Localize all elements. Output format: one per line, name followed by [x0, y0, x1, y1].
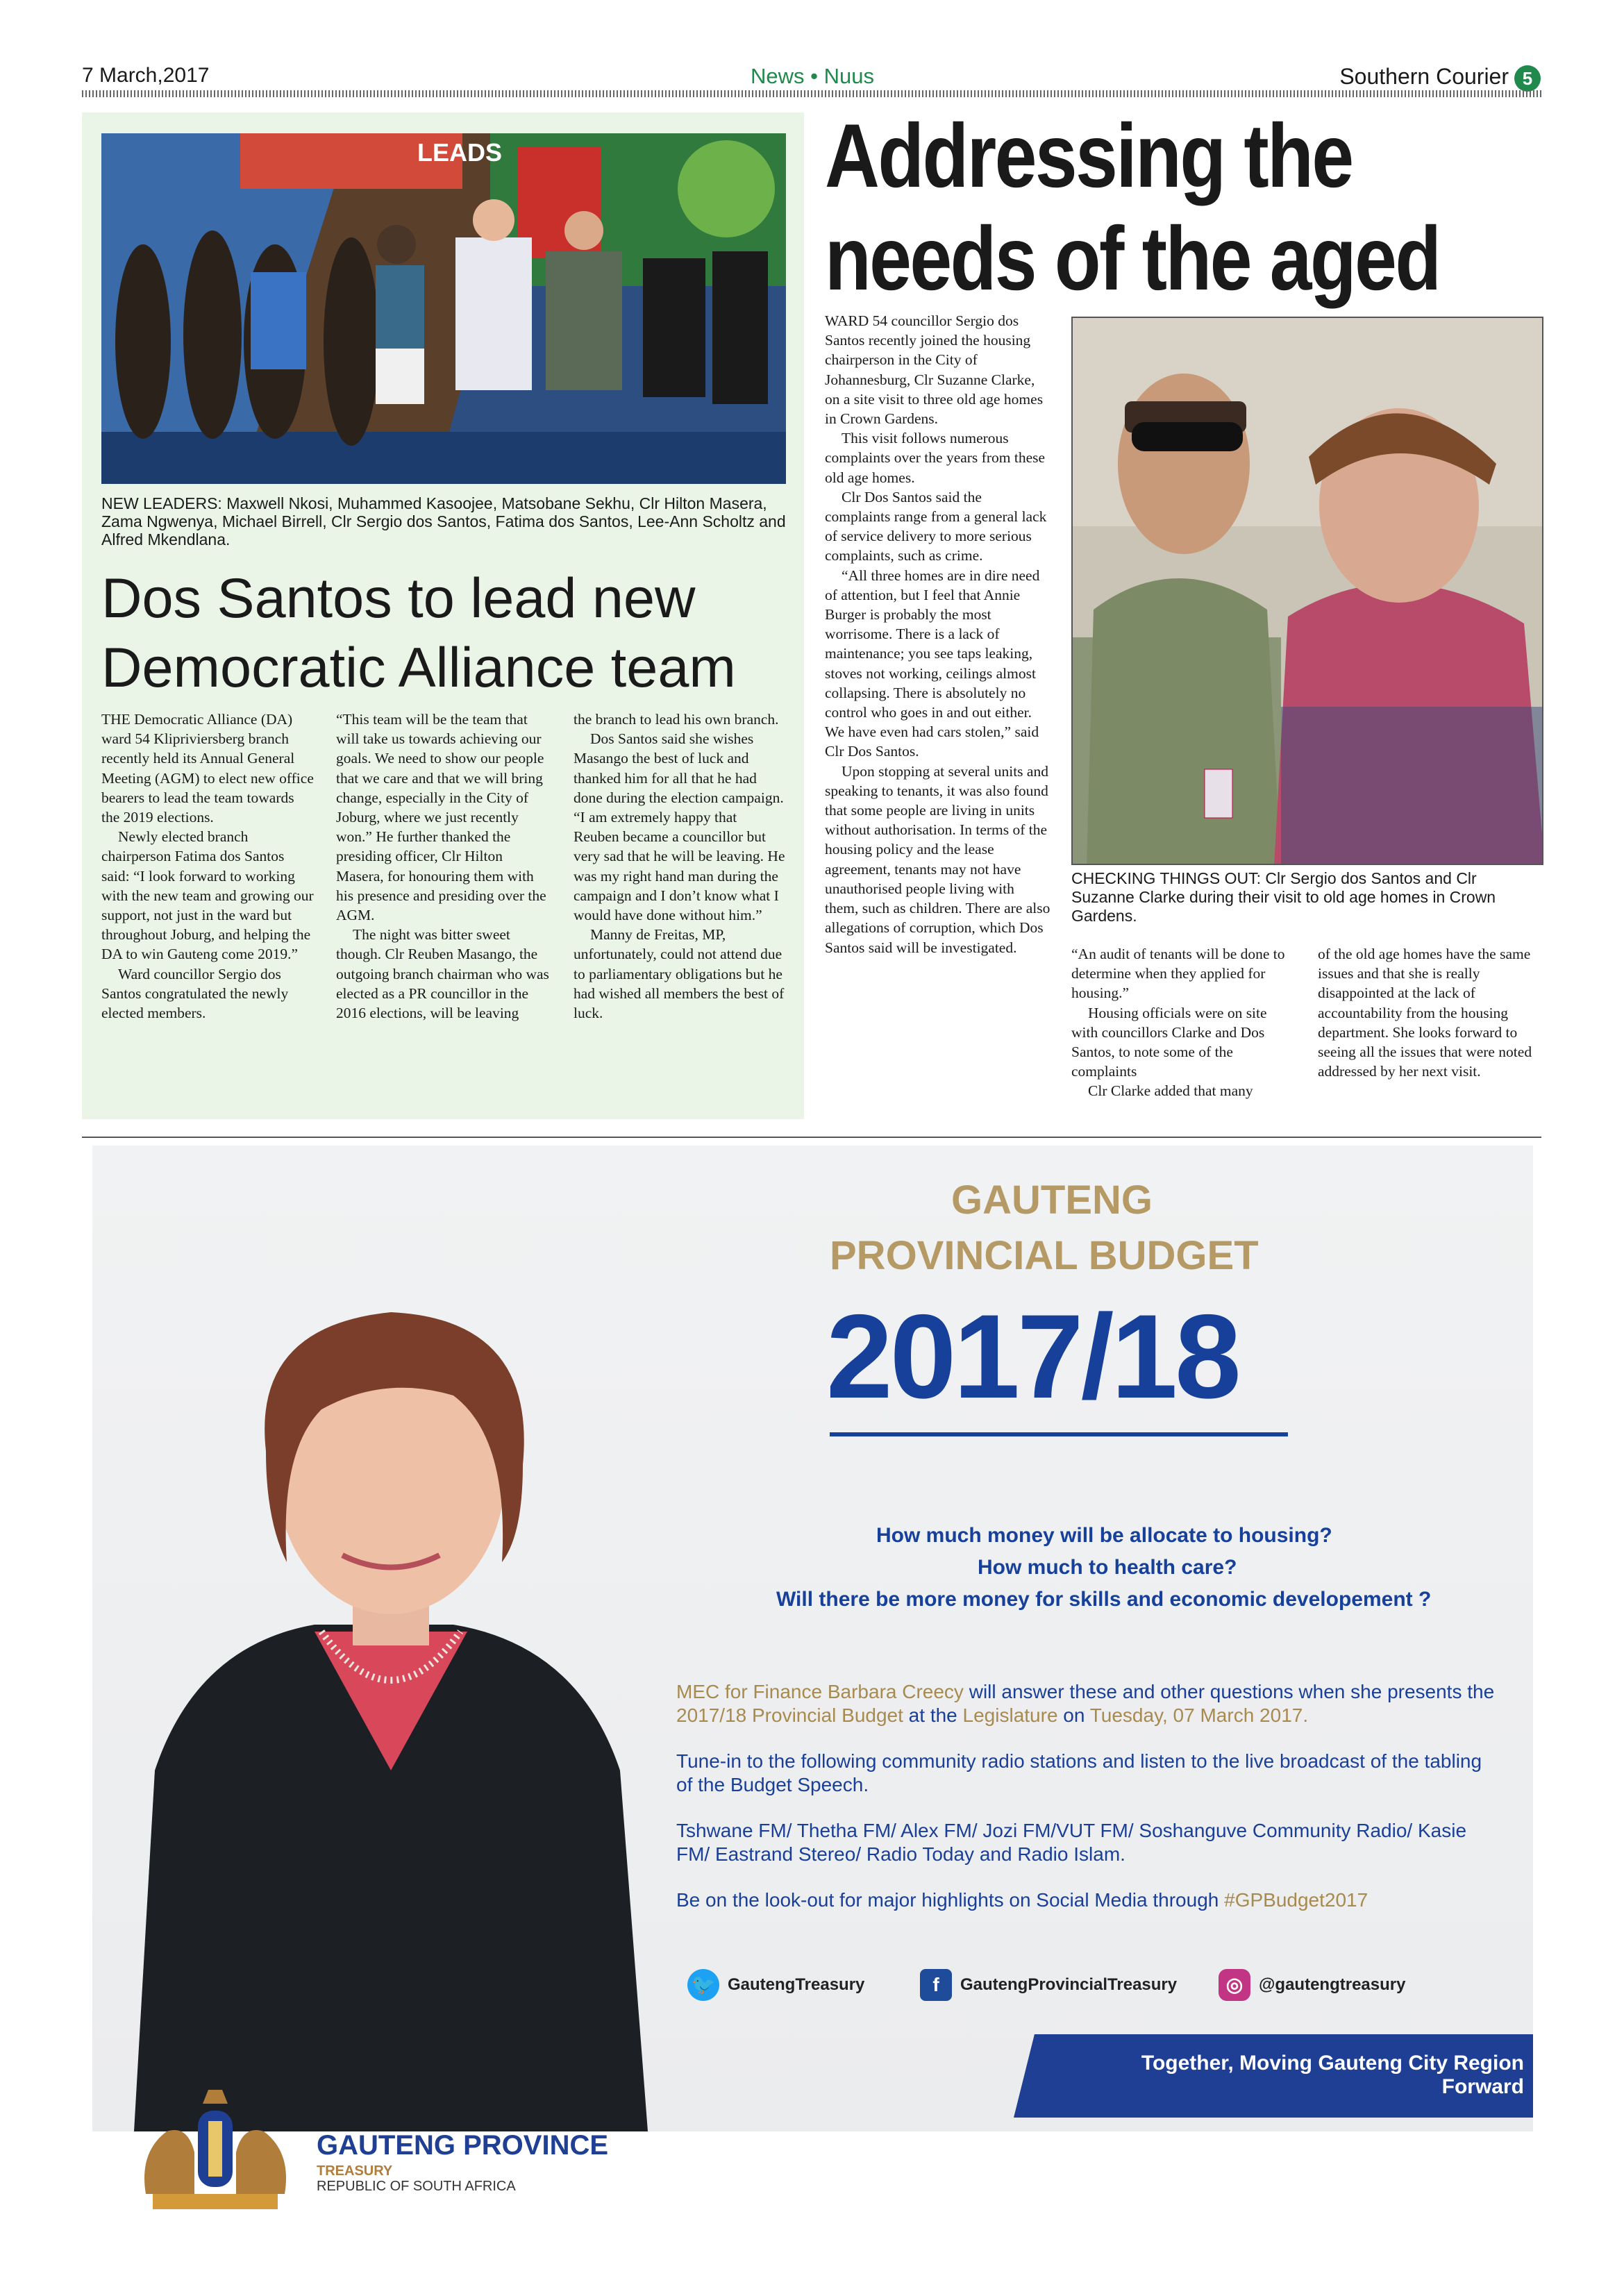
paragraph: Dos Santos said she wishes Masango the best of luck and thanked him for all that he had done during the election campaign. “I am extremely happy that Reuben became a councillor but very sad that he will be leaving. He was my right hand man during the campaign and I don’t know what I would have done without him.” — [574, 730, 785, 924]
photo-caption: NEW LEADERS: Maxwell Nkosi, Muhammed Kasoojee, Matsobane Sekhu, Clr Hilton Masera, Zama Ngwenya, Michael Birrell, Clr Sergio dos Santos, Fatima dos Santos, Lee-Ann Scholtz and Alfred Mkendlana. — [101, 494, 786, 548]
paragraph: Clr Clarke added that many — [1088, 1082, 1253, 1100]
article-1-headline — [101, 564, 796, 703]
social-twitter[interactable] — [687, 1969, 864, 2001]
article-1-column-1 — [101, 710, 315, 1023]
ad-paragraph-3: Tshwane FM/ Thetha FM/ Alex FM/ Jozi FM/VUT FM/ Soshanguve Community Radio/ Kasie FM/ Eastrand Stereo/ Radio Today and Radio Islam. — [676, 1820, 1467, 1865]
ad-paragraph-2: Tune-in to the following community radio stations and listen to the live broadcast of the tabling of the Budget Speech. — [676, 1750, 1482, 1795]
ad-text: will answer these and other questions when she presents the — [963, 1681, 1495, 1702]
article-2-column-1 — [825, 311, 1050, 957]
photo-caption: CHECKING THINGS OUT: Clr Sergio dos Santos and Clr Suzanne Clarke during their visit to old age homes in Crown Gardens. — [1071, 869, 1496, 925]
paragraph: THE Democratic Alliance (DA) ward 54 Klipriviersberg branch recently held its Annual General Meeting (AGM) to elect new office bearers to lead the team towards the 2019 elections. — [101, 711, 314, 826]
twitter-icon: 🐦 — [687, 1969, 719, 2001]
ad-title-line-1: GAUTENG — [951, 1178, 1153, 1223]
ad-highlight: MEC for Finance Barbara Creecy — [676, 1681, 964, 1702]
ad-title-line-2: PROVINCIAL BUDGET — [830, 1233, 1259, 1278]
article-1-column-3 — [574, 710, 786, 1023]
headline-line: Addressing the — [825, 105, 1353, 206]
paragraph: the branch to lead his own branch. — [574, 711, 779, 728]
article-2-column-2 — [1071, 944, 1295, 1101]
mural-text: LEADS — [417, 138, 503, 167]
paragraph: “An audit of tenants will be done to determine when they applied for housing.” — [1071, 946, 1285, 1002]
slogan-text: Together, Moving Gauteng City Region Forward — [1141, 2052, 1524, 2098]
ad-year-underline — [830, 1432, 1288, 1436]
ad-question: How much money will be allocate to housing? — [876, 1524, 1332, 1547]
ad-highlight: Legislature — [962, 1704, 1058, 1726]
paragraph: Ward councillor Sergio dos Santos congratulated the newly elected members. — [101, 965, 289, 1022]
ad-text: at the — [903, 1704, 963, 1726]
headline-line: Democratic Alliance team — [101, 637, 736, 699]
paragraph: of the old age homes have the same issues and that she is really disappointed at the lack of accountability from the housing department. She looks forward to seeing all the issues that were noted addressed by her next visit. — [1318, 946, 1532, 1080]
headline-line: Dos Santos to lead new — [101, 567, 696, 630]
header-rule — [82, 90, 1541, 97]
publication-name: Southern Courier — [1339, 64, 1509, 89]
social-label: GautengTreasury — [728, 1975, 865, 1994]
instagram-icon: ◎ — [1219, 1969, 1250, 2001]
ad-text: on — [1057, 1704, 1090, 1726]
ad-year: 2017/18 — [826, 1290, 1239, 1423]
ad-hashtag: #GPBudget2017 — [1224, 1889, 1368, 1911]
ad-question: How much to health care? — [978, 1556, 1237, 1579]
section-label: News • Nuus — [751, 64, 874, 88]
article-2-headline — [825, 104, 1443, 310]
article-2-column-3 — [1318, 944, 1541, 1081]
coat-of-arms-logo — [125, 2083, 305, 2215]
ad-question: Will there be more money for skills and economic developement ? — [776, 1588, 1432, 1611]
ad-paragraph-4 — [676, 1888, 1496, 1912]
ad-highlight: Tuesday, 07 March 2017. — [1089, 1704, 1309, 1726]
paragraph: “All three homes are in dire need of attention, but I feel that Annie Burger is probably the most worrisome. There is a lack of maintenance; you see taps leaking, stoves not working, ceilings almost collapsing. There is absolutely no control who goes in and out either. We have even had cars stolen,” said Clr Dos Santos. — [825, 567, 1040, 760]
paragraph: This visit follows numerous complaints over the years from these old age homes. — [825, 430, 1046, 486]
paragraph: Newly elected branch chairperson Fatima dos Santos said: “I look forward to working with the new team and growing our support, not just in the ward but throughout Joburg, and helping the DA to win Gauteng come 2019.” — [101, 828, 314, 963]
paragraph: The night was bitter sweet though. Clr Reuben Masango, the outgoing branch chairman who was elected as a PR councillor in the 2016 elections, will be leaving — [336, 926, 549, 1022]
facebook-icon: f — [920, 1969, 952, 2001]
logo-title: GAUTENG PROVINCE — [317, 2130, 609, 2161]
social-instagram[interactable] — [1219, 1969, 1405, 2001]
section-divider — [82, 1137, 1541, 1138]
social-label: GautengProvincialTreasury — [960, 1975, 1178, 1994]
social-label: @gautengtreasury — [1259, 1975, 1406, 1994]
paragraph: WARD 54 councillor Sergio dos Santos recently joined the housing chairperson in the City of Johannesburg, Clr Suzanne Clarke, on a site visit to three old age homes in Crown Gardens. — [825, 312, 1044, 428]
page-number-badge: 5 — [1514, 65, 1541, 92]
social-facebook[interactable] — [920, 1969, 1177, 2001]
ad-text: Be on the look-out for major highlights on Social Media through — [676, 1889, 1225, 1911]
mec-portrait — [92, 1146, 689, 2131]
paragraph: Upon stopping at several units and speaking to tenants, it was also found that some people are living in units without authorisation. In terms of the housing policy and the lease agreement, tenants may not have unauthorised people living with them, such as children. There are also allegations of corruption, which Dos Santos said will be investigated. — [825, 762, 1050, 956]
ad-paragraph-1 — [676, 1680, 1496, 1727]
issue-date: 7 March,2017 — [82, 64, 210, 87]
headline-line: needs of the aged — [825, 208, 1440, 309]
councillors-photo — [1071, 317, 1543, 865]
group-photo — [101, 133, 786, 484]
paragraph: Housing officials were on site with councillors Clarke and Dos Santos, to note some of the complaints — [1071, 1004, 1267, 1080]
ad-highlight: 2017/18 Provincial Budget — [676, 1704, 903, 1726]
paragraph: Manny de Freitas, MP, unfortunately, could not attend due to parliamentary obligations but he had wished all members the best of luck. — [574, 926, 785, 1022]
logo-subtitle: TREASURY — [317, 2163, 393, 2179]
article-1-column-2 — [336, 710, 553, 1023]
paragraph: “This team will be the team that will take us towards achieving our goals. We need to show our people that we care and that we will bring change, especially in the City of Joburg, where we just recently won.” He further thanked the presiding officer, Clr Hilton Masera, for honouring them with his presence and presiding over the AGM. — [336, 711, 546, 924]
paragraph: Clr Dos Santos said the complaints range from a general lack of service delivery to more serious complaints, such as crime. — [825, 488, 1047, 564]
logo-subtitle-2: REPUBLIC OF SOUTH AFRICA — [317, 2179, 516, 2194]
